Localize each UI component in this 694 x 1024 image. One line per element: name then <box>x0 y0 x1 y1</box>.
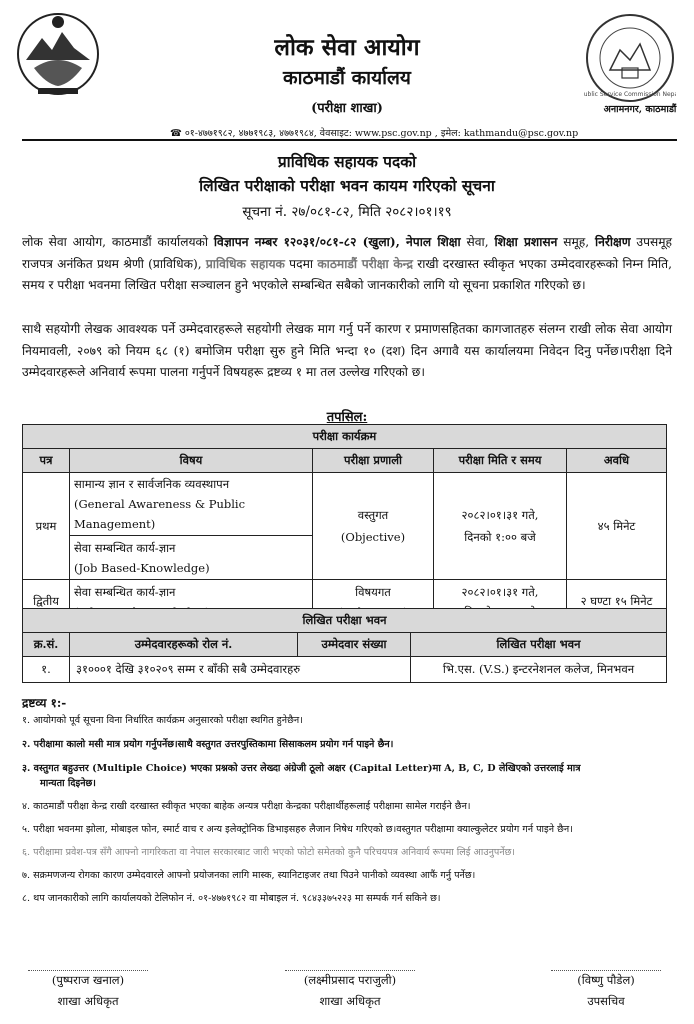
office-address: अनामनगर, काठमाडौं <box>603 104 677 115</box>
col-header: उम्मेदवार संख्या <box>298 633 411 657</box>
roll-cell: ३१०००१ देखि ३१०२०९ सम्म र बाँकी सबै उम्मेदवारहरु <box>70 657 411 683</box>
intro-paragraph: लोक सेवा आयोग, काठमाडौं कार्यालयको विज्ञापन नम्बर १२०३१/०८१-८२ (खुला), नेपाल शिक्षा सेवा, शिक्षा प्रशासन समूह, निरीक्षण उपसमूह राजपत्र अनंकित प्रथम श्रेणी (प्राविधिक), प्राविधिक सहायक पदमा काठमाडौं परीक्षा केन्द्र राखी दरखास्त स्वीकृत भएका उम्मेदवारहरूको निम्न मिति, समय र परीक्षा भवनमा लिखित परीक्षा सञ्चालन हुने भएकोले सम्बन्धित सबैको जानकारीको लागि यो सूचना प्रकाशित गरिएको छ। <box>22 235 673 292</box>
col-header: पत्र <box>23 449 70 473</box>
seal-text: Public Service Commission Nepal <box>584 91 676 98</box>
duration-cell: ४५ मिनेट <box>567 473 667 580</box>
signatory-title: शाखा अधिकृत <box>57 994 119 1008</box>
notice-title-line2: लिखित परीक्षाको परीक्षा भवन कायम गरिएको सूचना <box>199 176 495 195</box>
note-item: १. आयोगको पूर्व सूचना विना निर्धारित कार्यक्रम अनुसारको परीक्षा स्थगित हुनेछैन। <box>22 715 303 726</box>
org-name: लोक सेवा आयोग <box>274 34 420 61</box>
signature-block <box>8 970 168 1009</box>
col-header: अवधि <box>567 449 667 473</box>
exam-schedule-table <box>22 424 667 624</box>
col-header: क्र.सं. <box>23 633 70 657</box>
note-item: ८. थप जानकारीको लागि कार्यालयको टेलिफोन नं. ०१-४७७१९८२ वा मोबाइल नं. ९८४३३७५२२३ मा सम्पर्क गर्न सकिने छ। <box>22 893 441 904</box>
col-header: परीक्षा मिति र समय <box>434 449 567 473</box>
signature-block <box>270 970 430 1009</box>
sn-cell: १. <box>23 657 70 683</box>
date-cell: २०८२।०१।३१ गते, दिनको १:०० बजे <box>434 473 567 580</box>
col-header: उम्मेदवारहरूको रोल नं. <box>70 633 298 657</box>
notice-number: सूचना नं. २७/०८१-८२, मिति २०८२।०१।१९ <box>242 204 452 220</box>
subject-cell: सामान्य ज्ञान र सार्वजनिक व्यवस्थापन (General Awareness & Public Management) <box>70 473 313 536</box>
signatory-name: (विष्णु पौडेल) <box>577 973 635 987</box>
note-item: ४. काठमाडौं परीक्षा केन्द्र राखी दरखास्त स्वीकृत भएका बाहेक अन्यत्र परीक्षा केन्द्रका परीक्षार्थीहरूलाई परीक्षामा सामेल गराईने छैन। <box>22 801 471 812</box>
subject-cell: सेवा सम्बन्धित कार्य-ज्ञान (Job Based-Knowledge) <box>70 536 313 580</box>
note-item: ३. वस्तुगत बहुउत्तर (Multiple Choice) भएका प्रश्नको उत्तर लेख्दा अंग्रेजी ठूलो अक्षर (Capital Letter)मा A, B, C, D लेखिएको उत्तरलाई मात्र <box>22 763 581 774</box>
note-item: २. परीक्षामा कालो मसी मात्र प्रयोग गर्नुपर्नेछ।साथै वस्तुगत उत्तरपुस्तिकामा सिसाकलम प्रयोग गर्न पाइने छैन। <box>22 739 394 750</box>
note-item: ७. सक्रमणजन्य रोगका कारण उम्मेदवारले आफ्नो प्रयोजनका लागि मास्क, स्यानिटाइजर तथा पिउने पानीको व्यवस्था आफैं गर्नु पर्नेछ। <box>22 870 476 881</box>
system-cell: विषयगत <box>313 580 434 624</box>
exam-venue-table <box>22 608 667 683</box>
assistant-writer-paragraph: साथै सहयोगी लेखक आवश्यक पर्ने उम्मेदवारहरूले सहयोगी लेखक माग गर्नु पर्ने कारण र प्रमाणसहितका कागजातहरु संलग्न राखी लोक सेवा आयोग नियमावली, २०७९ को नियम ६८ (१) बमोजिम परीक्षा सुरु हुने मिति भन्दा १० (दश) दिन अगावै यस कार्यालयमा निवेदन दिनु पर्नेछ।परीक्षा दिने उम्मेदवारहरूले अनिवार्य रूपमा पालना गर्नुपर्ने विषयहरू द्रष्टव्य १ मा तल उल्लेख गरिएको छ। <box>22 322 672 379</box>
branch-name: (परीक्षा शाखा) <box>311 101 383 116</box>
duration-cell: २ घण्टा १५ मिनेट <box>567 580 667 624</box>
subject-cell: सेवा सम्बन्धित कार्य-ज्ञान <box>70 580 313 624</box>
signatory-name: (लक्ष्मीप्रसाद पराजुली) <box>303 973 397 987</box>
date-cell: २०८२।०१।३१ गते, <box>434 580 567 624</box>
hall-cell: भि.एस. (V.S.) इन्टरनेशनल कलेज, मिनभवन <box>411 657 667 683</box>
system-cell: वस्तुगत (Objective) <box>313 473 434 580</box>
header-divider <box>22 139 677 141</box>
contact-line: ☎ ०१-४७७१९८२, ४७७१९८३, ४७७१९८४, वेवसाइट: www.psc.gov.np , इमेल: kathmandu@psc.gov.np <box>170 128 579 139</box>
note-item: ५. परीक्षा भवनमा झोला, मोबाइल फोन, स्मार्ट वाच र अन्य इलेक्ट्रोनिक डिभाइसहरु लैजान निषेध गरिएको छ।वस्तुगत परीक्षामा क्याल्कुलेटर प्रयोग गर्न पाइने छैन। <box>22 824 573 835</box>
schedule-caption: परीक्षा कार्यक्रम <box>23 425 667 449</box>
table-row <box>23 657 667 683</box>
signatory-title: उपसचिव <box>587 994 625 1008</box>
notes-heading: द्रष्टव्य १:- <box>22 696 67 710</box>
signatory-title: शाखा अधिकृत <box>319 994 381 1008</box>
paper-cell: द्वितीय <box>23 580 70 624</box>
tapsil-heading: तपसिल: <box>326 410 368 425</box>
paper-cell: प्रथम <box>23 473 70 580</box>
col-header: परीक्षा प्रणाली <box>313 449 434 473</box>
office-name: काठमाडौं कार्यालय <box>283 67 411 89</box>
signatory-name: (पुष्पराज खनाल) <box>51 973 125 987</box>
venue-caption: लिखित परीक्षा भवन <box>23 609 667 633</box>
col-header: विषय <box>70 449 313 473</box>
signature-block <box>526 970 686 1009</box>
col-header: लिखित परीक्षा भवन <box>411 633 667 657</box>
notice-title-line1: प्राविधिक सहायक पदको <box>277 152 417 171</box>
note-item: मान्यता दिइनेछ। <box>40 778 96 789</box>
note-item: ६. परीक्षामा प्रवेश-पत्र सँगै आफ्नो नागरिकता वा नेपाल सरकारबाट जारी भएको फोटो समेतको कुनै परिचयपत्र अनिवार्य रूपमा लिई आउनुपर्नेछ। <box>22 847 516 858</box>
